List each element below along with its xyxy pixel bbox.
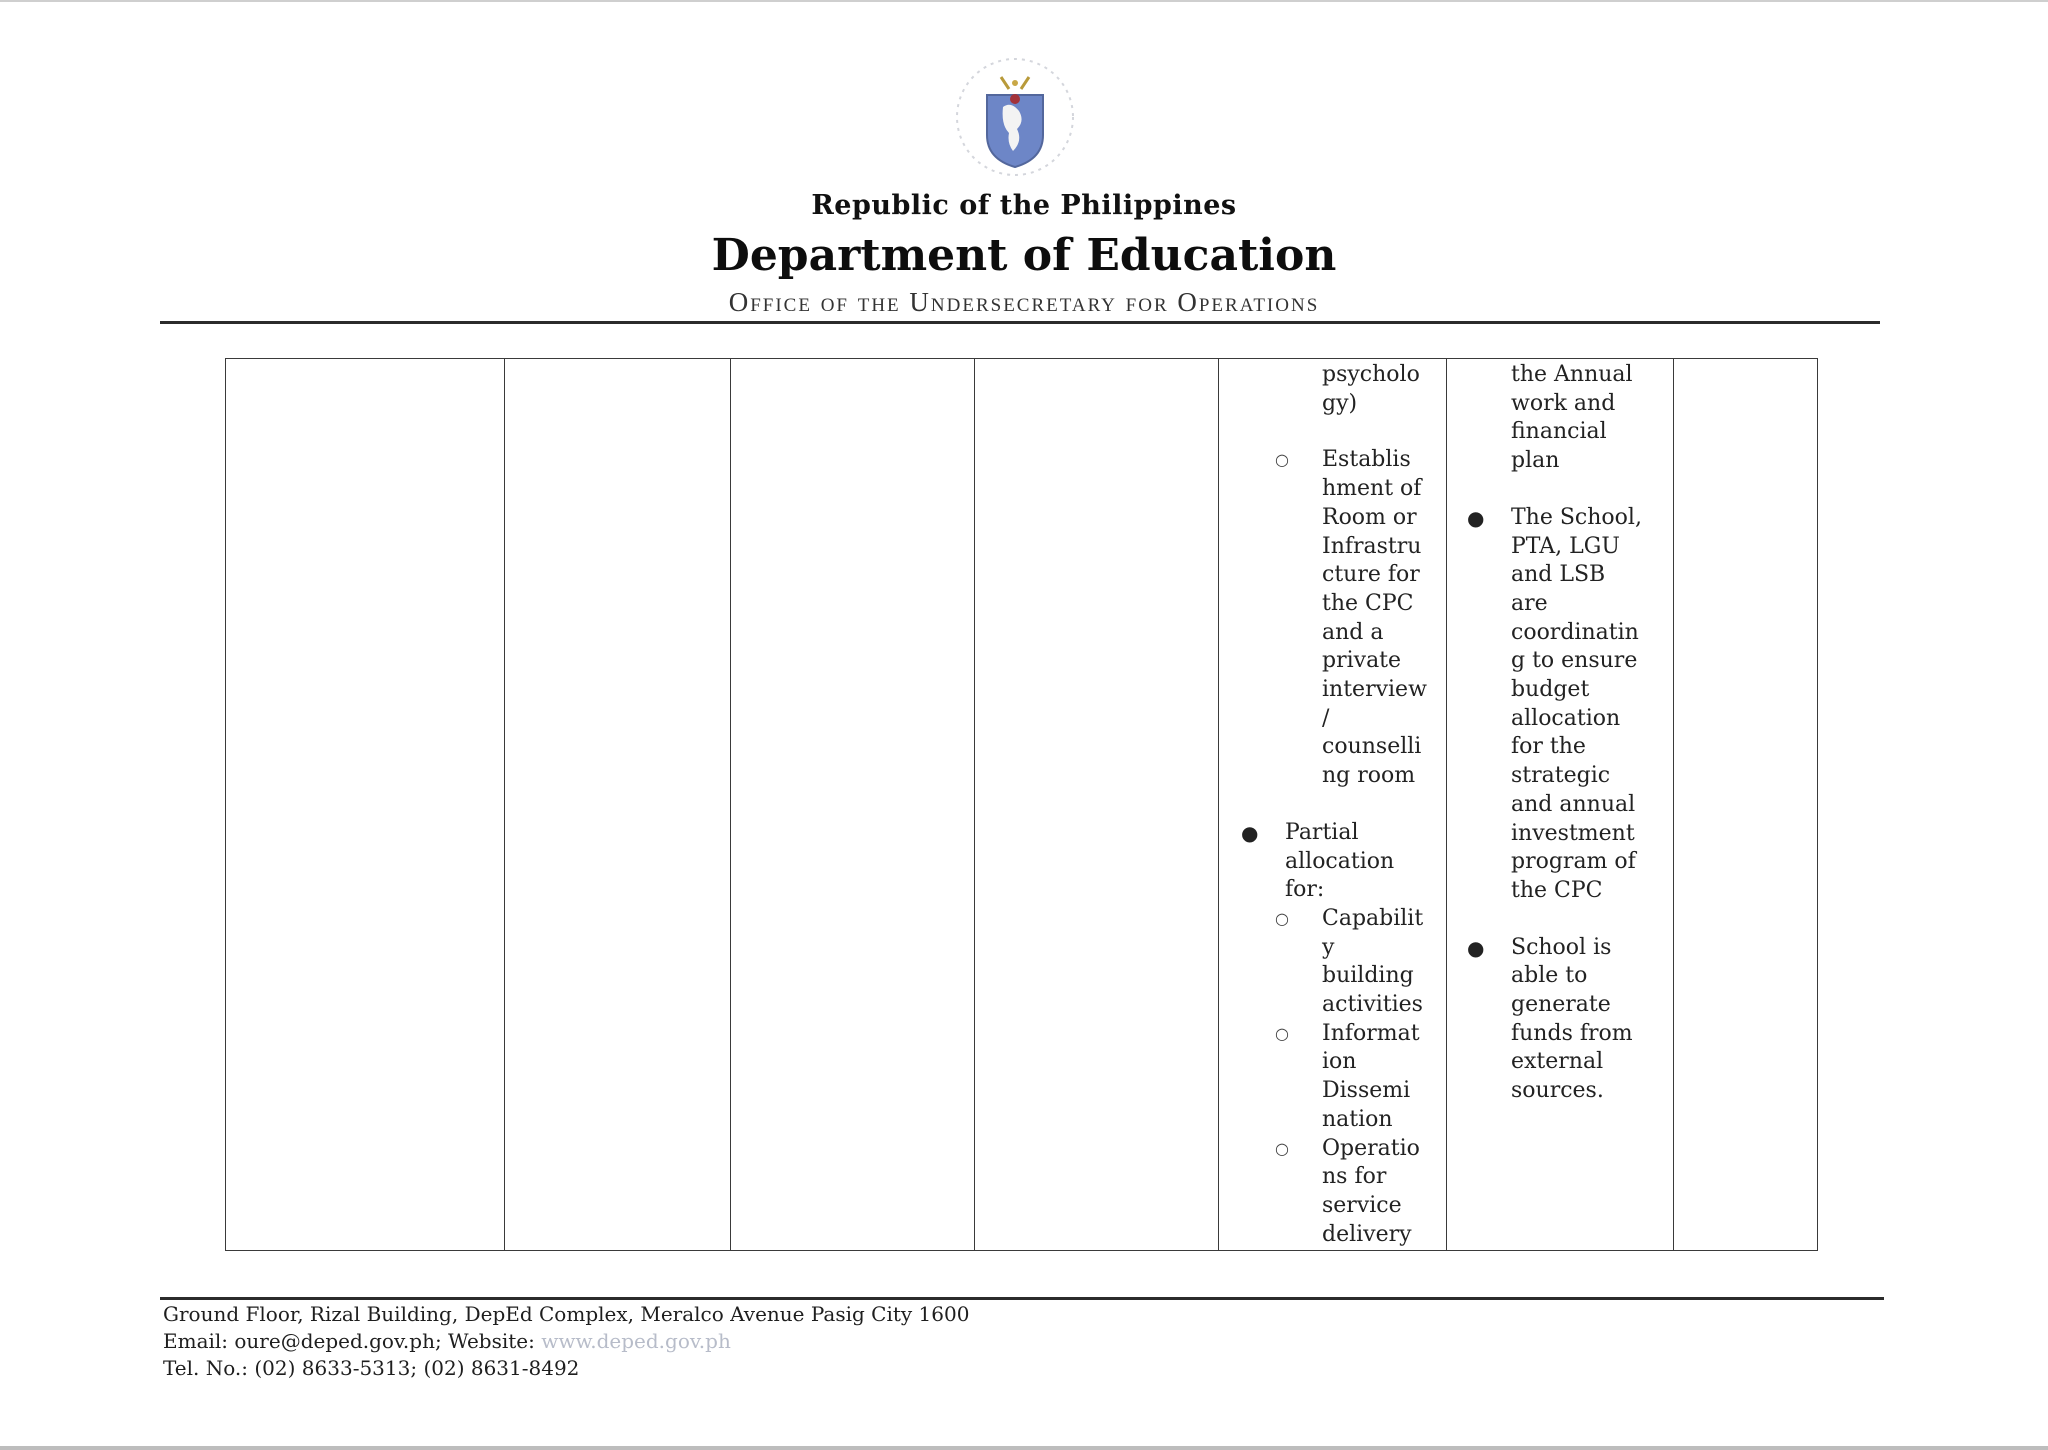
list-item: ○ Capabilit y building activities [1275, 905, 1424, 1018]
table-cell-7 [1674, 359, 1818, 1251]
header-republic: Republic of the Philippines [811, 190, 1237, 221]
col5-bullet-list [1219, 819, 1446, 905]
footer-address: Ground Floor, Rizal Building, DepEd Complex, Meralco Avenue Pasig City 1600 [163, 1302, 970, 1326]
table-cell-2 [505, 359, 731, 1251]
bullet-icon: ● [1467, 935, 1485, 960]
table-cell-1 [226, 359, 505, 1251]
list-item: ● The School, PTA, LGU and LSB are coordinatin g to ensure budget allocation for the strategic and annual investment program of the CPC [1467, 504, 1642, 903]
bullet-icon: ● [1467, 505, 1485, 530]
circle-bullet-icon: ○ [1275, 1023, 1289, 1043]
page-top-edge [0, 0, 2048, 2]
header-department: Department of Education [711, 230, 1337, 281]
page-bottom-edge [0, 1446, 2048, 1450]
list-item: ● Partial allocation for: [1241, 819, 1395, 903]
footer [163, 1301, 969, 1382]
list-item: ○ Operatio ns for service delivery [1275, 1135, 1420, 1247]
table-cell-6 [1447, 359, 1674, 1251]
content-table [225, 358, 1818, 1251]
header-divider [160, 321, 1880, 324]
header-office: Office of the Undersecretary for Operations [728, 287, 1320, 317]
deped-seal [945, 55, 1085, 180]
circle-bullet-icon: ○ [1275, 908, 1289, 928]
col5-sublist-1 [1219, 446, 1446, 790]
table-cell-5 [1219, 359, 1447, 1251]
circle-bullet-icon: ○ [1275, 450, 1289, 470]
col5-sublist-2 [1219, 905, 1446, 1249]
list-item: ○ Establis hment of Room or Infrastru cture for the CPC and a private interview / counselli ng room [1275, 447, 1427, 789]
list-item: ○ Informat ion Dissemi nation [1275, 1020, 1420, 1132]
footer-divider [160, 1297, 1884, 1300]
table-cell-4 [975, 359, 1219, 1251]
table-cell-3 [731, 359, 975, 1251]
col6-continuation: the Annual work and financial plan [1511, 362, 1633, 474]
footer-contact [163, 1328, 969, 1355]
footer-email: Email: oure@deped.gov.ph; Website: [163, 1329, 542, 1353]
col5-continuation: psycholo gy) [1322, 362, 1420, 416]
footer-website-link[interactable]: www.deped.gov.ph [541, 1329, 731, 1353]
footer-telephone: Tel. No.: (02) 8633-5313; (02) 8631-8492 [163, 1356, 580, 1380]
bullet-icon: ● [1241, 820, 1259, 845]
circle-bullet-icon: ○ [1275, 1138, 1289, 1158]
table-row [226, 359, 1818, 1251]
list-item: ● School is able to generate funds from external sources. [1467, 934, 1633, 1104]
